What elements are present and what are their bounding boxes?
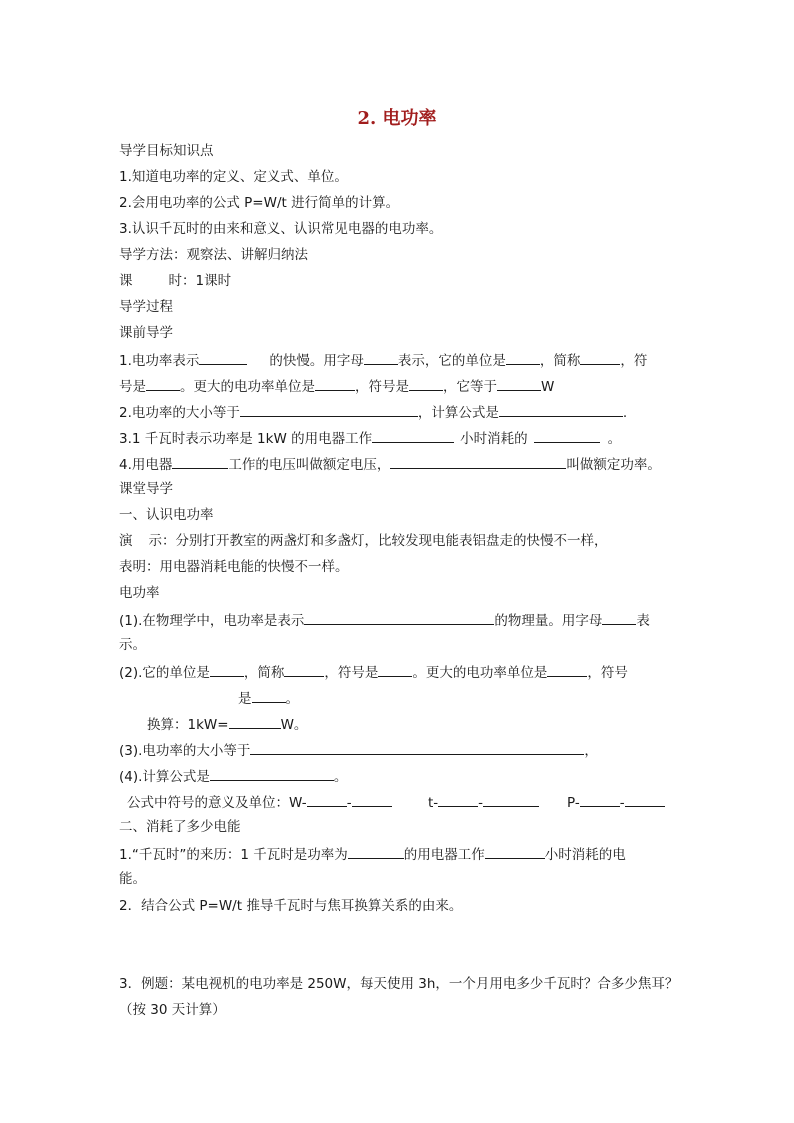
text-fragment: 换算：1kW= bbox=[147, 717, 229, 733]
symbol-p bbox=[567, 791, 665, 813]
text-fragment: - bbox=[619, 795, 625, 811]
answer-blank[interactable] bbox=[315, 375, 355, 391]
answer-blank[interactable] bbox=[146, 375, 180, 391]
pre-question-1-line-1 bbox=[119, 349, 647, 371]
text-fragment: ，简称 bbox=[243, 665, 285, 681]
text-fragment: 的用电器工作 bbox=[403, 847, 485, 863]
text-fragment: 表示，它的单位是 bbox=[397, 353, 506, 369]
text-fragment: W。 bbox=[280, 717, 308, 733]
text-fragment: . bbox=[622, 405, 628, 421]
text-fragment: P- bbox=[567, 795, 580, 811]
answer-blank[interactable] bbox=[483, 791, 539, 807]
text-fragment: 公式中符号的意义及单位：W- bbox=[127, 795, 307, 811]
text-fragment: t- bbox=[428, 795, 439, 811]
text-fragment: 。更大的电功率单位是 bbox=[412, 665, 548, 681]
answer-blank[interactable] bbox=[210, 661, 244, 677]
conclusion-line: 表明：用电器消耗电能的快慢不一样。 bbox=[119, 559, 349, 575]
answer-blank[interactable] bbox=[438, 791, 478, 807]
objective-1: 1.知道电功率的定义、定义式、单位。 bbox=[119, 169, 348, 185]
item-1-line-1 bbox=[119, 609, 650, 631]
conversion-line bbox=[147, 713, 307, 735]
item-3 bbox=[119, 739, 598, 761]
text-fragment: - bbox=[478, 795, 484, 811]
text-fragment: (4).计算公式是 bbox=[119, 769, 210, 785]
text-fragment: 1.“千瓦时”的来历：1 千瓦时是功率为 bbox=[119, 847, 348, 863]
text-fragment: (1).在物理学中，电功率是表示 bbox=[119, 613, 305, 629]
lesson-value: 时：1课时 bbox=[168, 273, 232, 289]
text-fragment: 1.电功率表示 bbox=[119, 353, 200, 369]
text-fragment: 叫做额定功率。 bbox=[566, 457, 661, 473]
answer-blank[interactable] bbox=[307, 791, 347, 807]
answer-blank[interactable] bbox=[210, 765, 334, 781]
text-fragment: ，符号是 bbox=[324, 665, 379, 681]
answer-blank[interactable] bbox=[506, 349, 540, 365]
answer-blank[interactable] bbox=[485, 843, 545, 859]
item-2-line-2 bbox=[238, 687, 299, 709]
text-fragment: 3.1 千瓦时表示功率是 1kW 的用电器工作 bbox=[119, 431, 373, 447]
answer-blank[interactable] bbox=[172, 453, 228, 469]
answer-blank[interactable] bbox=[364, 349, 398, 365]
class-heading: 课堂导学 bbox=[119, 481, 173, 497]
section-2-q3: 3．例题：某电视机的电功率是 250W，每天使用 3h，一个月用电多少千瓦时？合多少焦耳？ bbox=[119, 976, 679, 992]
text-fragment: (2).它的单位是 bbox=[119, 665, 210, 681]
objectives-heading: 导学目标知识点 bbox=[119, 143, 214, 159]
text-fragment: 号是 bbox=[119, 379, 146, 395]
pre-question-2 bbox=[119, 401, 627, 423]
item-1-line-2: 示。 bbox=[119, 637, 146, 653]
answer-blank[interactable] bbox=[348, 843, 404, 859]
text-fragment: 表 bbox=[636, 613, 650, 629]
objective-3: 3.认识千瓦时的由来和意义、认识常见电器的电功率。 bbox=[119, 221, 443, 237]
pre-question-3 bbox=[119, 427, 621, 449]
pre-question-1-line-2 bbox=[119, 375, 554, 397]
process-heading: 导学过程 bbox=[119, 299, 173, 315]
text-fragment: ，它等于 bbox=[443, 379, 497, 395]
text-fragment: 是 bbox=[238, 691, 252, 707]
power-subheading: 电功率 bbox=[119, 585, 160, 601]
answer-blank[interactable] bbox=[580, 349, 620, 365]
text-fragment: 。 bbox=[607, 431, 622, 447]
text-fragment: - bbox=[346, 795, 352, 811]
text-fragment: (3).电功率的大小等于 bbox=[119, 743, 251, 759]
answer-blank[interactable] bbox=[250, 739, 584, 755]
answer-blank[interactable] bbox=[284, 661, 324, 677]
text-fragment: 小时消耗的电 bbox=[544, 847, 626, 863]
answer-blank[interactable] bbox=[390, 453, 566, 469]
item-2-line-1 bbox=[119, 661, 628, 683]
text-fragment: ， bbox=[584, 743, 598, 759]
section-2-q3-note: （按 30 天计算） bbox=[119, 1002, 226, 1018]
answer-blank[interactable] bbox=[499, 401, 623, 417]
demo-line bbox=[119, 531, 608, 551]
answer-blank[interactable] bbox=[580, 791, 620, 807]
page-title: 2. 电功率 bbox=[357, 108, 437, 129]
text-fragment: 。更大的电功率单位是 bbox=[180, 379, 315, 395]
answer-blank[interactable] bbox=[252, 687, 286, 703]
answer-blank[interactable] bbox=[372, 427, 454, 443]
section-2-q2: 2．结合公式 P=W/t 推导千瓦时与焦耳换算关系的由来。 bbox=[119, 898, 463, 914]
text-fragment: ，符号是 bbox=[355, 379, 409, 395]
lesson-label: 课 bbox=[119, 273, 133, 289]
objective-2: 2.会用电功率的公式 P=W/t 进行简单的计算。 bbox=[119, 195, 400, 211]
answer-blank[interactable] bbox=[534, 427, 600, 443]
section-1-heading: 一、认识电功率 bbox=[119, 507, 214, 523]
text-fragment: ，计算公式是 bbox=[417, 405, 499, 421]
pre-question-4 bbox=[119, 453, 661, 475]
text-fragment: ，符 bbox=[620, 353, 648, 369]
text-fragment: 工作的电压叫做额定电压， bbox=[228, 457, 391, 473]
text-fragment: 的物理量。用字母 bbox=[494, 613, 603, 629]
answer-blank[interactable] bbox=[497, 375, 541, 391]
pre-heading: 课前导学 bbox=[119, 325, 173, 341]
text-fragment: 。 bbox=[333, 769, 348, 785]
text-fragment: W bbox=[541, 379, 555, 395]
answer-blank[interactable] bbox=[229, 713, 281, 729]
symbol-meaning-line bbox=[127, 791, 392, 813]
answer-blank[interactable] bbox=[240, 401, 418, 417]
text-fragment: 。 bbox=[285, 691, 299, 707]
section-2-q1-line-2: 能。 bbox=[119, 871, 146, 887]
text-fragment: 演 bbox=[119, 533, 133, 549]
text-fragment: ，简称 bbox=[539, 353, 581, 369]
text-fragment: 4.用电器 bbox=[119, 457, 173, 473]
text-fragment: 示：分别打开教室的两盏灯和多盏灯，比较发现电能表铝盘走的快慢不一样， bbox=[148, 533, 608, 549]
method-line: 导学方法：观察法、讲解归纳法 bbox=[119, 247, 308, 263]
answer-blank[interactable] bbox=[378, 661, 412, 677]
symbol-t bbox=[428, 791, 539, 813]
text-fragment: 小时消耗的 bbox=[460, 431, 528, 447]
answer-blank[interactable] bbox=[625, 791, 665, 807]
answer-blank[interactable] bbox=[199, 349, 247, 365]
answer-blank[interactable] bbox=[352, 791, 392, 807]
answer-blank[interactable] bbox=[409, 375, 443, 391]
section-2-heading: 二、消耗了多少电能 bbox=[119, 819, 241, 835]
answer-blank[interactable] bbox=[602, 609, 636, 625]
text-fragment: 的快慢。用字母 bbox=[269, 353, 364, 369]
answer-blank[interactable] bbox=[304, 609, 494, 625]
section-2-q1-line-1 bbox=[119, 843, 626, 865]
lesson-time-line bbox=[119, 271, 231, 291]
text-fragment: ，符号 bbox=[587, 665, 628, 681]
text-fragment: 2.电功率的大小等于 bbox=[119, 405, 240, 421]
item-4 bbox=[119, 765, 347, 787]
answer-blank[interactable] bbox=[547, 661, 587, 677]
